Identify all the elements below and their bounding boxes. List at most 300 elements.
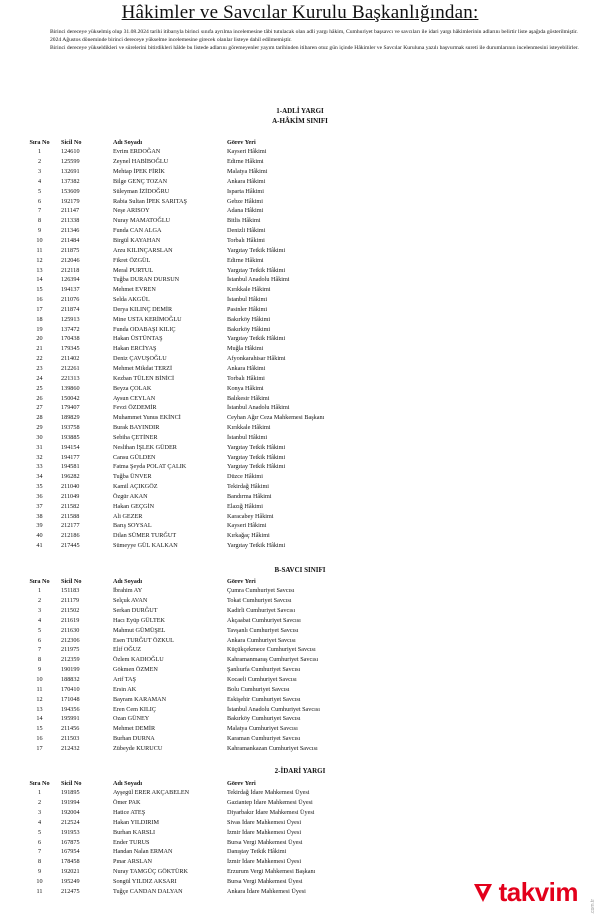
watermark bbox=[470, 877, 578, 908]
name-cell: Tuğba DURAN DURSUN bbox=[113, 276, 180, 284]
gorev-yeri-cell: Adana Hâkimi bbox=[227, 207, 264, 215]
sira-no-cell: 37 bbox=[36, 502, 43, 510]
sira-no-cell: 15 bbox=[36, 725, 43, 733]
intro-text bbox=[26, 28, 586, 53]
gorev-yeri-cell: Karaman Cumhuriyet Savcısı bbox=[227, 735, 301, 743]
sicil-no-cell: 151183 bbox=[61, 587, 80, 595]
sicil-no-cell: 212524 bbox=[61, 818, 80, 826]
gorev-yeri-cell: Ankara Hâkimi bbox=[227, 177, 266, 185]
name-cell: Birgül KAYAHAN bbox=[113, 237, 161, 245]
sicil-no-cell: 211076 bbox=[61, 296, 80, 304]
table-row bbox=[18, 334, 397, 344]
sicil-no-cell: 211503 bbox=[61, 735, 80, 743]
name-cell: Ali GEZER bbox=[113, 512, 143, 520]
page-title: Hâkimler ve Savcılar Kurulu Başkanlığından: bbox=[121, 2, 479, 23]
gorev-yeri-cell: Malatya Cumhuriyet Savcısı bbox=[227, 725, 298, 733]
table-row bbox=[18, 788, 397, 798]
table-row bbox=[18, 877, 397, 887]
table-row bbox=[18, 596, 397, 606]
gorev-yeri-cell: Diyarbakır İdare Mahkemesi Üyesi bbox=[227, 809, 315, 817]
sira-no-cell: 4 bbox=[37, 616, 42, 624]
table-row bbox=[18, 364, 397, 374]
sira-no-cell: 14 bbox=[36, 276, 43, 284]
sira-no-cell: 5 bbox=[37, 626, 42, 634]
table-row bbox=[18, 694, 397, 704]
sira-no-cell: 17 bbox=[36, 744, 43, 752]
table-row bbox=[18, 501, 397, 511]
name-cell: Songül YILDIZ AKSARI bbox=[113, 878, 177, 886]
sicil-no-cell: 211619 bbox=[61, 616, 80, 624]
sira-no-cell: 23 bbox=[36, 364, 43, 372]
sira-no-cell: 35 bbox=[36, 483, 43, 491]
sira-no-cell: 8 bbox=[37, 656, 42, 664]
name-cell: Deniz ÇAVUŞOĞLU bbox=[113, 355, 167, 363]
gorev-yeri-cell: Isparta Hâkimi bbox=[227, 187, 264, 195]
sira-no-cell: 17 bbox=[36, 305, 43, 313]
gorev-yeri-cell: Çumra Cumhuriyet Savcısı bbox=[227, 587, 295, 595]
name-cell: Arzu KILINÇARSLAN bbox=[113, 246, 173, 254]
table-row bbox=[18, 857, 397, 867]
gorev-yeri-cell: Torbalı Hâkimi bbox=[227, 374, 265, 382]
gorev-yeri-cell: Eskişehir Cumhuriyet Savcısı bbox=[227, 695, 301, 703]
name-cell: Burak BAYINDIR bbox=[113, 424, 160, 432]
name-cell: Nuray MAMATOĞLU bbox=[113, 217, 171, 225]
sira-no-cell: 24 bbox=[36, 374, 43, 382]
table-row bbox=[18, 655, 397, 665]
gorev-yeri-cell: Kırıkkale Hâkimi bbox=[227, 286, 271, 294]
intro-paragraph-3: Birinci dereceye yükseldikleri ve sürelerini bitirdikleri hâlde bu listede adlarını göremeyenler yayım tarihinden itibaren otuz gün içinde Hâkimler ve Savcılar Kuruluna yazılı başvurmak sureti ile durumlarının incelenmesini isteyebilirler. bbox=[50, 45, 579, 52]
sicil-no-cell: 194137 bbox=[61, 286, 80, 294]
sira-no-cell: 3 bbox=[37, 168, 42, 176]
gorev-yeri-cell: Muğla Hâkimi bbox=[227, 345, 264, 353]
name-cell: Selçuk AVAN bbox=[113, 597, 148, 605]
header-sicil-no: Sicil No bbox=[61, 578, 82, 585]
sicil-no-cell: 211040 bbox=[61, 483, 80, 491]
sicil-no-cell: 194581 bbox=[61, 463, 80, 471]
gorev-yeri-cell: Kırıkkale Hâkimi bbox=[227, 424, 271, 432]
gorev-yeri-cell: Kadirli Cumhuriyet Savcısı bbox=[227, 607, 296, 615]
name-cell: Tuğba ÜNVER bbox=[113, 473, 152, 481]
gorev-yeri-cell: İzmir İdare Mahkemesi Üyesi bbox=[227, 858, 302, 866]
sicil-no-cell: 211338 bbox=[61, 217, 80, 225]
gorev-yeri-cell: Yargıtay Tetkik Hâkimi bbox=[227, 453, 286, 461]
sicil-no-cell: 211456 bbox=[61, 725, 80, 733]
name-cell: Selda AKGÜL bbox=[113, 296, 150, 304]
name-cell: Mehmet EVREN bbox=[113, 286, 156, 294]
sicil-no-cell: 212261 bbox=[61, 364, 80, 372]
intro-paragraph-1: Birinci dereceye yükselmiş olup 31.08.2024 tarihi itibarıyla birinci sınıfa ayrılma incelemesine tâbi tutulacak olan adli yargı hâkim, Cumhuriyet başsavcı ve savcıları ile idari yargı hâkimlerinin adlarını belirtir liste aşağıda gösterilmiştir. bbox=[50, 29, 578, 35]
gorev-yeri-cell: Şanlıurfa Cumhuriyet Savcısı bbox=[227, 666, 301, 674]
table-row bbox=[18, 285, 397, 295]
header-sira-no: Sıra No bbox=[29, 139, 50, 146]
sira-no-cell: 12 bbox=[36, 695, 43, 703]
gorev-yeri-cell: Kahramanmaraş Cumhuriyet Savcısı bbox=[227, 656, 319, 664]
sira-no-cell: 3 bbox=[37, 809, 42, 817]
gorev-yeri-cell: Yargıtay Tetkik Hâkimi bbox=[227, 246, 286, 254]
gorev-yeri-cell: İstanbul Anadolu Cumhuriyet Savcısı bbox=[227, 705, 320, 713]
sicil-no-cell: 196282 bbox=[61, 473, 80, 481]
name-cell: Hakan ÜSTÜNTAŞ bbox=[113, 335, 163, 343]
table-row bbox=[18, 714, 397, 724]
takvim-logo-icon bbox=[470, 882, 496, 904]
sira-no-cell: 14 bbox=[36, 715, 43, 723]
table-row bbox=[18, 886, 397, 896]
sicil-no-cell: 217445 bbox=[61, 542, 80, 550]
table-row bbox=[18, 511, 397, 521]
sicil-no-cell: 211484 bbox=[61, 237, 80, 245]
header-adi-soyadi: Adı Soyadı bbox=[113, 780, 143, 787]
sira-no-cell: 7 bbox=[37, 848, 42, 856]
name-cell: Zeynel HABİBOĞLU bbox=[113, 158, 169, 166]
header-sira-no: Sıra No bbox=[29, 780, 50, 787]
sira-no-cell: 15 bbox=[36, 286, 43, 294]
header-gorev-yeri: Görev Yeri bbox=[227, 578, 256, 585]
table-row bbox=[18, 314, 397, 324]
sicil-no-cell: 211875 bbox=[61, 246, 80, 254]
table-row bbox=[18, 216, 397, 226]
sicil-no-cell: 188832 bbox=[61, 676, 80, 684]
gorev-yeri-cell: İstanbul Hâkimi bbox=[227, 433, 268, 441]
header-sira-no: Sıra No bbox=[29, 578, 50, 585]
watermark-text: takvim bbox=[498, 877, 578, 907]
table-row bbox=[18, 675, 397, 685]
name-cell: Ömer PAK bbox=[113, 799, 141, 807]
gorev-yeri-cell: Tavşanlı Cumhuriyet Savcısı bbox=[227, 626, 299, 634]
name-cell: Ender TURUS bbox=[113, 838, 150, 846]
sira-no-cell: 10 bbox=[36, 676, 43, 684]
table-row bbox=[18, 305, 397, 315]
header-sicil-no: Sicil No bbox=[61, 139, 82, 146]
name-cell: Barış SOYSAL bbox=[113, 522, 152, 530]
table-row bbox=[18, 472, 397, 482]
gorev-yeri-cell: İstanbul Hâkimi bbox=[227, 296, 268, 304]
table-row bbox=[18, 684, 397, 694]
sira-no-cell: 11 bbox=[36, 887, 43, 895]
table-row bbox=[18, 808, 397, 818]
sira-no-cell: 16 bbox=[36, 735, 43, 743]
name-cell: Hacı Eyüp GÜLTEK bbox=[113, 616, 166, 624]
gorev-yeri-cell: Konya Hâkimi bbox=[227, 384, 264, 392]
gorev-yeri-cell: Sivas İdare Mahkemesi Üyesi bbox=[227, 818, 302, 826]
name-cell: Cansu GÜLDEN bbox=[113, 453, 156, 461]
name-cell: Burhan DURNA bbox=[113, 735, 155, 743]
table-row bbox=[18, 373, 397, 383]
name-cell: Esen TURĞUT ÖZKUL bbox=[113, 636, 174, 644]
sicil-no-cell: 212359 bbox=[61, 656, 80, 664]
name-cell: Bayram KARAMAN bbox=[113, 695, 167, 703]
table-row bbox=[18, 442, 397, 452]
table-row bbox=[18, 847, 397, 857]
intro-paragraph-2: 2024 Ağustos döneminde birinci dereceye yükselme incelemesine girecek olanlar listeye dahil edilmemiştir. bbox=[50, 37, 292, 44]
sicil-no-cell: 167954 bbox=[61, 848, 80, 856]
table-row bbox=[18, 818, 397, 828]
name-cell: Mine USTA KERİMOĞLU bbox=[113, 315, 182, 323]
sicil-no-cell: 211874 bbox=[61, 305, 80, 313]
table-savci bbox=[18, 577, 397, 753]
gorev-yeri-cell: Bakırköy Hâkimi bbox=[227, 325, 271, 333]
table-row bbox=[18, 531, 397, 541]
sicil-no-cell: 211582 bbox=[61, 502, 80, 510]
table-row bbox=[18, 157, 397, 167]
gorev-yeri-cell: Tekirdağ Hâkimi bbox=[227, 483, 270, 491]
sira-no-cell: 13 bbox=[36, 705, 43, 713]
name-cell: Muhammet Yunus EKİNCİ bbox=[113, 414, 181, 422]
table-row bbox=[18, 196, 397, 206]
gorev-yeri-cell: Torbalı Hâkimi bbox=[227, 237, 265, 245]
name-cell: Burhan KARSLI bbox=[113, 828, 156, 836]
sira-no-cell: 1 bbox=[37, 148, 42, 156]
name-cell: Fatma Şeyda POLAT ÇALIK bbox=[113, 463, 187, 471]
sicil-no-cell: 179407 bbox=[61, 404, 80, 412]
sira-no-cell: 1 bbox=[37, 587, 42, 595]
gorev-yeri-cell: Kayseri Hâkimi bbox=[227, 148, 267, 156]
name-cell: Sümeyye GÜL KALKAN bbox=[113, 542, 178, 550]
sicil-no-cell: 125913 bbox=[61, 315, 80, 323]
table-header-row bbox=[18, 779, 397, 788]
sira-no-cell: 29 bbox=[36, 424, 43, 432]
name-cell: Hakan GEÇGİN bbox=[113, 502, 155, 510]
sira-no-cell: 2 bbox=[37, 597, 42, 605]
name-cell: Fikret ÖZGÜL bbox=[113, 256, 151, 264]
table-row bbox=[18, 226, 397, 236]
table-row bbox=[18, 635, 397, 645]
gorev-yeri-cell: Kırkağaç Hâkimi bbox=[227, 532, 270, 540]
gorev-yeri-cell: Yargıtay Tetkik Hâkimi bbox=[227, 335, 286, 343]
table-header-row bbox=[18, 138, 397, 147]
gorev-yeri-cell: Edirne Hâkimi bbox=[227, 256, 264, 264]
gorev-yeri-cell: Ankara Cumhuriyet Savcısı bbox=[227, 636, 296, 644]
section-heading-adli-yargi: 1-ADLİ YARGI bbox=[276, 107, 324, 115]
sira-no-cell: 41 bbox=[36, 542, 43, 550]
gorev-yeri-cell: Bursa Vergi Mahkemesi Üyesi bbox=[227, 878, 303, 886]
sira-no-cell: 10 bbox=[36, 237, 43, 245]
section-heading-idari-yargi: 2-İDARİ YARGI bbox=[274, 767, 326, 775]
table-row bbox=[18, 462, 397, 472]
name-cell: Meral PURTUL bbox=[113, 266, 154, 274]
sicil-no-cell: 191895 bbox=[61, 789, 80, 797]
sira-no-cell: 5 bbox=[37, 828, 42, 836]
sicil-no-cell: 190199 bbox=[61, 666, 80, 674]
sicil-no-cell: 194154 bbox=[61, 443, 80, 451]
gorev-yeri-cell: Ankara Hâkimi bbox=[227, 364, 266, 372]
gorev-yeri-cell: Kocaeli Cumhuriyet Savcısı bbox=[227, 676, 297, 684]
name-cell: Sebiha ÇETİNER bbox=[113, 433, 158, 441]
name-cell: Ozan GÜNEY bbox=[113, 715, 150, 723]
table-row bbox=[18, 265, 397, 275]
name-cell: Ayşegül ERER AKÇABELEN bbox=[113, 789, 190, 797]
sira-no-cell: 9 bbox=[37, 868, 42, 876]
sira-no-cell: 40 bbox=[36, 532, 43, 540]
sicil-no-cell: 211049 bbox=[61, 492, 80, 500]
gorev-yeri-cell: Yargıtay Tetkik Hâkimi bbox=[227, 266, 286, 274]
name-cell: Eren Cem KILIÇ bbox=[113, 705, 156, 713]
sira-no-cell: 1 bbox=[37, 789, 42, 797]
sicil-no-cell: 153609 bbox=[61, 187, 80, 195]
table-row bbox=[18, 744, 397, 754]
gorev-yeri-cell: Bursa Vergi Mahkemesi Üyesi bbox=[227, 838, 303, 846]
table-row bbox=[18, 393, 397, 403]
gorev-yeri-cell: Bandırma Hâkimi bbox=[227, 492, 272, 500]
name-cell: Zübeyde KURUCU bbox=[113, 744, 163, 752]
table-row bbox=[18, 827, 397, 837]
sira-no-cell: 2 bbox=[37, 158, 42, 166]
sicil-no-cell: 126394 bbox=[61, 276, 80, 284]
gorev-yeri-cell: Ceyhan Ağır Ceza Mahkemesi Başkanı bbox=[227, 414, 325, 422]
sicil-no-cell: 211502 bbox=[61, 607, 80, 615]
table-row bbox=[18, 177, 397, 187]
gorev-yeri-cell: Bakırköy Hâkimi bbox=[227, 315, 271, 323]
table-row bbox=[18, 186, 397, 196]
sicil-no-cell: 178458 bbox=[61, 858, 80, 866]
gorev-yeri-cell: Malatya Hâkimi bbox=[227, 168, 268, 176]
sicil-no-cell: 212177 bbox=[61, 522, 80, 530]
header-gorev-yeri: Görev Yeri bbox=[227, 139, 256, 146]
header-adi-soyadi: Adı Soyadı bbox=[113, 578, 143, 585]
name-cell: Özgür AKAN bbox=[113, 492, 148, 500]
gorev-yeri-cell: Yargıtay Tetkik Hâkimi bbox=[227, 542, 286, 550]
header-gorev-yeri: Görev Yeri bbox=[227, 780, 256, 787]
sicil-no-cell: 139860 bbox=[61, 384, 80, 392]
gorev-yeri-cell: Tekirdağ İdare Mahkemesi Üyesi bbox=[227, 789, 310, 797]
sicil-no-cell: 212118 bbox=[61, 266, 80, 274]
table-header-row bbox=[18, 577, 397, 586]
sicil-no-cell: 212432 bbox=[61, 744, 80, 752]
sicil-no-cell: 221313 bbox=[61, 374, 80, 382]
table-row bbox=[18, 324, 397, 334]
sira-no-cell: 32 bbox=[36, 453, 43, 461]
name-cell: Özlem KADIOĞLU bbox=[113, 656, 164, 664]
gorev-yeri-cell: Kahramankazan Cumhuriyet Savcısı bbox=[227, 744, 318, 752]
gorev-yeri-cell: Kayseri Hâkimi bbox=[227, 522, 267, 530]
name-cell: Elif OĞUZ bbox=[113, 646, 142, 654]
table-row bbox=[18, 383, 397, 393]
gorev-yeri-cell: Pasinler Hâkimi bbox=[227, 305, 268, 313]
table-row bbox=[18, 432, 397, 442]
sicil-no-cell: 211975 bbox=[61, 646, 80, 654]
sira-no-cell: 11 bbox=[36, 685, 43, 693]
table-row bbox=[18, 734, 397, 744]
name-cell: Mehmet Mikdat TERZİ bbox=[113, 364, 173, 372]
sicil-no-cell: 193758 bbox=[61, 424, 80, 432]
table-row bbox=[18, 413, 397, 423]
sira-no-cell: 18 bbox=[36, 315, 43, 323]
name-cell: Bilge GENÇ TOZAN bbox=[113, 177, 168, 185]
gorev-yeri-cell: Yargıtay Tetkik Hâkimi bbox=[227, 463, 286, 471]
table-row bbox=[18, 167, 397, 177]
table-row bbox=[18, 586, 397, 596]
sicil-no-cell: 192021 bbox=[61, 868, 80, 876]
name-cell: Kamil AÇIKGÖZ bbox=[113, 483, 158, 491]
sira-no-cell: 28 bbox=[36, 414, 43, 422]
sicil-no-cell: 193885 bbox=[61, 433, 80, 441]
table-row bbox=[18, 255, 397, 265]
table-row bbox=[18, 354, 397, 364]
sicil-no-cell: 212475 bbox=[61, 887, 80, 895]
gorev-yeri-cell: Erzurum Vergi Mahkemesi Başkanı bbox=[227, 868, 316, 876]
gorev-yeri-cell: Gebze Hâkimi bbox=[227, 197, 263, 205]
sira-no-cell: 20 bbox=[36, 335, 43, 343]
gorev-yeri-cell: Karacabey Hâkimi bbox=[227, 512, 274, 520]
sicil-no-cell: 211346 bbox=[61, 227, 80, 235]
sira-no-cell: 3 bbox=[37, 607, 42, 615]
sira-no-cell: 4 bbox=[37, 818, 42, 826]
table-idari bbox=[18, 779, 397, 896]
gorev-yeri-cell: İzmir İdare Mahkemesi Üyesi bbox=[227, 828, 302, 836]
name-cell: Funda ODABAŞI KILIÇ bbox=[113, 325, 176, 333]
table-row bbox=[18, 837, 397, 847]
name-cell: Kezban TÜLEN BİNİCİ bbox=[113, 374, 175, 382]
name-cell: Nuray TAMGÜÇ GÖKTÜRK bbox=[113, 868, 189, 876]
sicil-no-cell: 137472 bbox=[61, 325, 80, 333]
gorev-yeri-cell: Bitlis Hâkimi bbox=[227, 217, 261, 225]
table-row bbox=[18, 236, 397, 246]
name-cell: Handan Nalan ERMAN bbox=[113, 848, 173, 856]
sicil-no-cell: 211147 bbox=[61, 207, 80, 215]
table-hakim bbox=[18, 138, 397, 551]
sicil-no-cell: 211630 bbox=[61, 626, 80, 634]
sicil-no-cell: 192179 bbox=[61, 197, 80, 205]
sicil-no-cell: 150042 bbox=[61, 394, 80, 402]
gorev-yeri-cell: Edirne Hâkimi bbox=[227, 158, 264, 166]
name-cell: Fevzi ÖZDEMİR bbox=[113, 404, 157, 412]
table-row bbox=[18, 645, 397, 655]
sicil-no-cell: 170438 bbox=[61, 335, 80, 343]
table-row bbox=[18, 492, 397, 502]
sicil-no-cell: 170410 bbox=[61, 685, 80, 693]
table-row bbox=[18, 724, 397, 734]
table-row bbox=[18, 344, 397, 354]
name-cell: Hatice ATEŞ bbox=[113, 809, 146, 817]
gorev-yeri-cell: Bolu Cumhuriyet Savcısı bbox=[227, 685, 290, 693]
name-cell: Evrim ERDOĞAN bbox=[113, 148, 161, 156]
sira-no-cell: 7 bbox=[37, 646, 42, 654]
section-subheading-hakim: A-HÂKİM SINIFI bbox=[272, 117, 328, 125]
header-adi-soyadi: Adı Soyadı bbox=[113, 139, 143, 146]
name-cell: Arif TAŞ bbox=[113, 676, 136, 684]
table-row bbox=[18, 616, 397, 626]
sicil-no-cell: 195249 bbox=[61, 878, 80, 886]
name-cell: Mehmet DEMİR bbox=[113, 725, 156, 733]
sira-no-cell: 25 bbox=[36, 384, 43, 392]
name-cell: Derya KILINÇ DEMİR bbox=[113, 305, 173, 313]
table-row bbox=[18, 704, 397, 714]
name-cell: Mehtap İPEK FİRİK bbox=[113, 168, 165, 176]
name-cell: Hakan YILDIRIM bbox=[113, 818, 159, 826]
sira-no-cell: 27 bbox=[36, 404, 43, 412]
table-row bbox=[18, 541, 397, 551]
sira-no-cell: 7 bbox=[37, 207, 42, 215]
table-row bbox=[18, 482, 397, 492]
table-row bbox=[18, 521, 397, 531]
table-row bbox=[18, 625, 397, 635]
sira-no-cell: 22 bbox=[36, 355, 43, 363]
gorev-yeri-cell: Afyonkarahisar Hâkimi bbox=[227, 355, 286, 363]
sira-no-cell: 26 bbox=[36, 394, 43, 402]
gorev-yeri-cell: Bakırköy Cumhuriyet Savcısı bbox=[227, 715, 301, 723]
sira-no-cell: 4 bbox=[37, 177, 42, 185]
sicil-no-cell: 191953 bbox=[61, 828, 80, 836]
sira-no-cell: 31 bbox=[36, 443, 43, 451]
sicil-no-cell: 137382 bbox=[61, 177, 80, 185]
sira-no-cell: 16 bbox=[36, 296, 43, 304]
sicil-no-cell: 189829 bbox=[61, 414, 80, 422]
name-cell: Beyza ÇOLAK bbox=[113, 384, 152, 392]
sicil-no-cell: 195991 bbox=[61, 715, 80, 723]
sira-no-cell: 8 bbox=[37, 217, 42, 225]
name-cell: Pınar ARSLAN bbox=[113, 858, 153, 866]
sicil-no-cell: 211588 bbox=[61, 512, 80, 520]
name-cell: Gökmen ÖZMEN bbox=[113, 666, 158, 674]
